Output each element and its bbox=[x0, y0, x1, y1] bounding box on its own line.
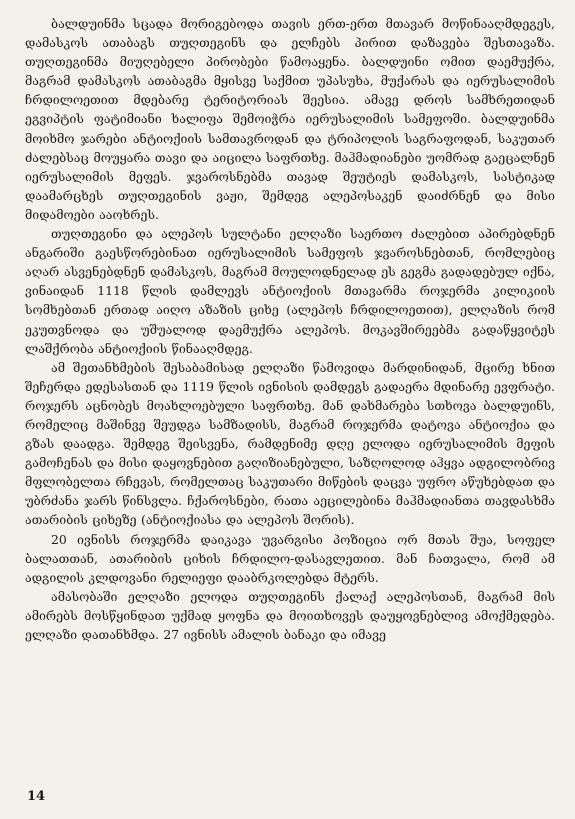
paragraph: თუღთეგინი და ალეპოს სულტანი ელღაზი საერთო ძალებით აპირებდნენ ანგარიში გაესწორებინათ იერუსალიმის სამეფოს ჯვაროსნებთან, რომლებიც აღარ ასვენებდნენ დამასკოს, მაგრამ მოულოდნელად ეს გეგმა გადადებულ იქნა, ვინაიდან 1118 წლის დამლევს ანტიოქიის მთავარმა როჯერმა კილიკიის სომხებთან ერთად აიღო აზაზის ციხე (ალეპოს ჩრდილოეთით), ელღაზის რომ ეკუთვნოდა და უშუალოდ დაემუქრა ალეპოს. მოკავშირეებმა გადაწყვიტეს ლაშქრობა ანტიოქიის წინააღმდეგ. bbox=[25, 226, 555, 356]
paragraph: 20 ივნისს როჯერმა დაიკავა უვარგისი პოზიცია ორ მთას შუა, სოფელ ბალათთან, ათარიბის ციხის ჩრდილო-დასავლეთით. მან ჩათვალა, რომ ამ ადგილის კლდოვანი რელიეფი დააბრკოლებდა მტერს. bbox=[25, 531, 555, 585]
paragraph: ბალდუინმა სცადა მორიგებოდა თავის ერთ-ერთ მთავარ მოწინააღმდეგეს, დამასკოს ათაბაგს თუღთეგინს და ელჩებს პირით დაზავება შესთავაზა. თუღთეგინმა მიუღებელი პირობები წამოაყენა. ბალდუინი ომით დაემუქრა, მაგრამ დამასკოს ათაბაგმა მყისვე საქმით უპასუხა, მუქარას და იერუსალიმის ჩრდილოეთით მდებარე ტერიტორიას შეესია. ამავე დროს სამხრეთიდან ეგვიპტის ფატიმიანი ხალიფა შემოიჭრა იერუსალიმის სამეფოში. ბალდუინმა მოიხმო ჯარები ანტიოქიის სამთავროდან და ტრიპოლის საგრაფოდან, საკუთარ ძალებსაც მოუყარა თავი და აიცილა საფრთხე. მაჰმადიანები უომრად გაეცალნენ იერუსალიმის მეფეს. ჯვაროსნებმა თავად შეუტიეს დამასკოს, სასტიკად დაამარცხეს თუღთეგინის ვაჟი, შემდეგ ალეპოსაკენ დაიძრნენ და მისი მიდამოები ააოხრეს. bbox=[25, 16, 555, 222]
page-number: 14 bbox=[27, 789, 46, 804]
paragraph: ამასობაში ელღაზი ელოდა თუღთეგინს ქალაქ ალეპოსთან, მაგრამ მის ამირებს მოსწყინდათ უქმად ყოფნა და მოითხოვეს დაუყოვნებლივ ამოქმედება. ელღაზი დათანხმდა. 27 ივნისს ამალის ბანაკი და იმავე bbox=[25, 588, 555, 642]
page-text bbox=[25, 14, 555, 644]
paragraph: ამ შეთანხმების შესაბამისად ელღაზი წამოვიდა მარდინიდან, მცირე ხნით შეჩერდა ედესასთან და 1119 წლის ივნისის დამდეგს გადაერა მდინარე ევფრატი. როჯერს აცნობეს მოახლოებული საფრთხე. მან დახმარება სთხოვა ბალდუინს, რომელიც მაშინვე შეუდგა სამზადისს, მაგრამ როჯერმა დატოვა ანტიოქია და გზას დაადგა. შემდეგ შეისვენა, რამდენიმე დღე ელოდა იერუსალიმის მეფის გამოჩენას და მისი დაყოვნებით გაღიზიანებული, საზღოლოდ აჰყვა ადგილობრივ მფლობელთა რჩევას, რომელთაც საკუთარი მიწების დაცვა უფრო აწუხებდათ და უბრძანა ჯარს წინსვლა. ჩქაროსნები, რათა აეცილებინა მაჰმადიანთა თავდასხმა ათარიბის ციხეზე (ანტიოქიასა და ალეპოს შორის). bbox=[25, 359, 555, 528]
